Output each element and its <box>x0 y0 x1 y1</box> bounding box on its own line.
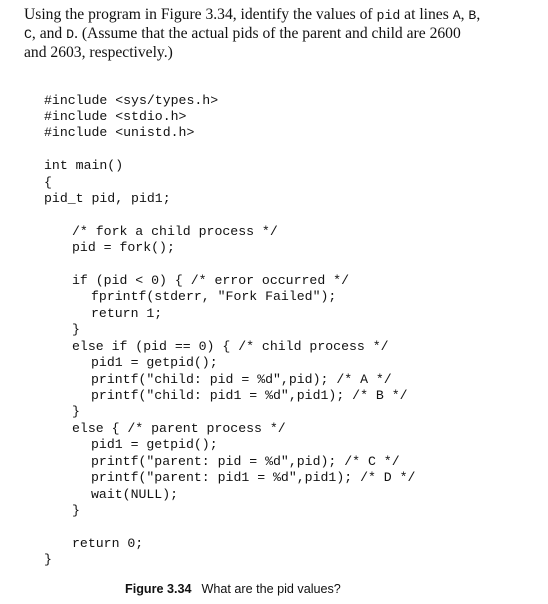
code-line-close-main: } <box>44 552 52 567</box>
code-line-include-unistd: #include <unistd.h> <box>44 125 195 140</box>
code-line-child-getpid: pid1 = getpid(); <box>91 355 218 370</box>
question-text: Using the program in Figure 3.34, identify the values of <box>24 6 377 23</box>
code-line-return-1: return 1; <box>91 306 163 321</box>
code-term-a: A <box>452 8 461 23</box>
code-line-close-brace: } <box>72 322 80 337</box>
code-line-child-printf-a: printf("child: pid = %d",pid); /* A */ <box>91 372 392 387</box>
code-line-else-parent: else { /* parent process */ <box>72 421 286 436</box>
question-text: , and <box>31 25 67 42</box>
code-line-else-if-child: else if (pid == 0) { /* child process */ <box>72 339 389 354</box>
figure-caption <box>125 582 341 597</box>
code-line-if-error: if (pid < 0) { /* error occurred */ <box>72 273 349 288</box>
code-line-parent-getpid: pid1 = getpid(); <box>91 437 218 452</box>
code-line-declaration: pid_t pid, pid1; <box>44 191 171 206</box>
code-line-child-printf-b: printf("child: pid1 = %d",pid1); /* B */ <box>91 388 408 403</box>
code-line-wait: wait(NULL); <box>91 487 179 502</box>
code-line-main: int main() <box>44 158 124 173</box>
code-line-close-brace: } <box>72 503 80 518</box>
question-text: . (Assume that the actual pids of the parent and child are 2600 <box>74 25 461 42</box>
code-line-comment-fork: /* fork a child process */ <box>72 224 278 239</box>
code-term-b: B <box>468 8 477 23</box>
question-text: at lines <box>400 6 453 23</box>
code-line-close-brace: } <box>72 404 80 419</box>
code-line-parent-printf-c: printf("parent: pid = %d",pid); /* C */ <box>91 454 400 469</box>
code-line-open-brace: { <box>44 175 52 190</box>
question-text: , <box>460 6 469 23</box>
code-line-parent-printf-d: printf("parent: pid1 = %d",pid1); /* D */ <box>91 470 416 485</box>
figure-caption-text: What are the pid values? <box>201 582 341 596</box>
code-line-include-stdio: #include <stdio.h> <box>44 109 187 124</box>
figure-label: Figure 3.34 <box>125 582 192 596</box>
code-line-fork-call: pid = fork(); <box>72 240 175 255</box>
code-line-include-types: #include <sys/types.h> <box>44 93 219 108</box>
code-term-d: D <box>66 27 75 42</box>
question-line-3: and 2603, respectively.) <box>24 44 173 61</box>
code-line-return-0: return 0; <box>72 536 144 551</box>
question-text: , <box>476 6 481 23</box>
code-term-c: C <box>24 27 32 42</box>
code-term-pid: pid <box>376 8 401 23</box>
code-line-fprintf: fprintf(stderr, "Fork Failed"); <box>91 289 337 304</box>
